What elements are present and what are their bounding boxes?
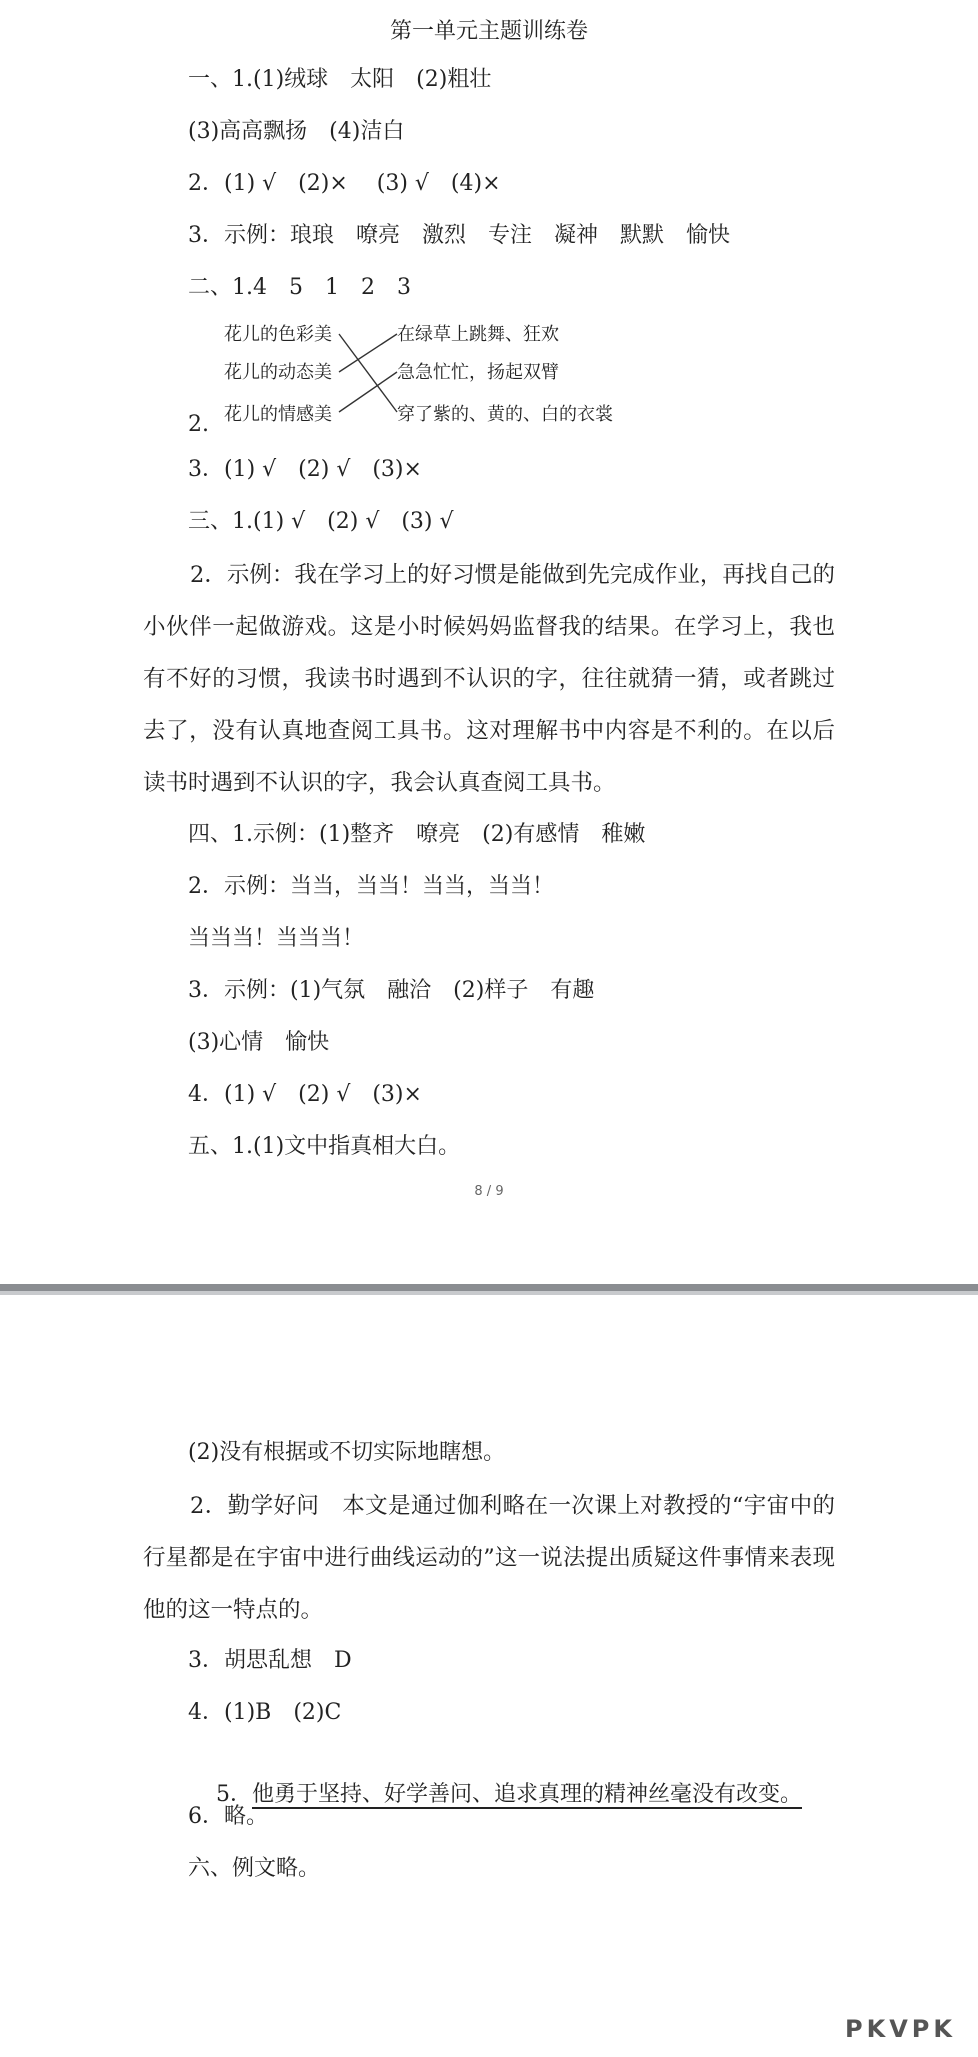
answer-line: 六、例文略。 (188, 1856, 321, 1881)
question-label: 2. (188, 412, 209, 437)
answer-line: 一、1.(1)绒球 太阳 (2)粗壮 (188, 67, 492, 92)
answer-line: 3．示例：琅琅 嘹亮 激烈 专注 凝神 默默 愉快 (188, 223, 730, 248)
matching-left-item: 花儿的动态美 (224, 362, 332, 383)
matching-right-item: 穿了紫的、黄的、白的衣裳 (397, 404, 613, 425)
answer-line: 3．示例：(1)气氛 融洽 (2)样子 有趣 (188, 978, 595, 1003)
question-label: 5． (215, 1782, 252, 1807)
answer-line: (3)高高飘扬 (4)洁白 (188, 119, 405, 144)
page-separator (0, 1284, 978, 1302)
matching-lines (224, 320, 654, 430)
watermark-logo: PKVPK (845, 2015, 956, 2043)
answer-line: 4．(1)B (2)C (188, 1700, 342, 1725)
answer-line (188, 1750, 802, 1840)
answer-line: 6．略。 (188, 1804, 268, 1829)
answer-line: 三、1.(1) √ (2) √ (3) √ (188, 509, 454, 534)
answer-line: 四、1.示例：(1)整齐 嘹亮 (2)有感情 稚嫩 (188, 822, 646, 847)
answer-line: (2)没有根据或不切实际地瞎想。 (188, 1440, 506, 1465)
answer-line: 当当当！当当当！ (188, 926, 365, 951)
answer-line: 五、1.(1)文中指真相大白。 (188, 1134, 461, 1159)
answer-line: 3．胡思乱想 D (188, 1648, 352, 1673)
matching-line (339, 334, 397, 412)
matching-diagram (224, 320, 654, 430)
matching-line (339, 372, 397, 412)
matching-right-item: 在绿草上跳舞、狂欢 (397, 324, 559, 345)
matching-left-item: 花儿的情感美 (224, 404, 332, 425)
matching-right-item: 急急忙忙，扬起双臂 (397, 362, 559, 383)
page-number: 8 / 9 (474, 1184, 504, 1199)
answer-line: 3．(1) √ (2) √ (3)× (188, 457, 422, 482)
matching-left-item: 花儿的色彩美 (224, 324, 332, 345)
answer-line: 4．(1) √ (2) √ (3)× (188, 1082, 422, 1107)
answer-line: 二、1.4 5 1 2 3 (188, 275, 411, 300)
underlined-answer: 他勇于坚持、好学善问、追求真理的精神丝毫没有改变。 (251, 1782, 802, 1807)
answer-line: 2．示例：当当，当当！当当，当当！ (188, 874, 554, 899)
answer-line: (3)心情 愉快 (188, 1030, 330, 1055)
answer-line: 2．(1) √ (2)× (3) √ (4)× (188, 171, 501, 196)
essay-paragraph: 2．勤学好问 本文是通过伽利略在一次课上对教授的“宇宙中的行星都是在宇宙中进行曲线运动的”这一说法提出质疑这件事情来表现他的这一特点的。 (143, 1493, 835, 1623)
essay-paragraph: 2．示例：我在学习上的好习惯是能做到先完成作业，再找自己的小伙伴一起做游戏。这是小时候妈妈监督我的结果。在学习上，我也有不好的习惯，我读书时遇到不认识的字，往往就猜一猜，或者跳过去了，没有认真地查阅工具书。这对理解书中内容是不利的。在以后读书时遇到不认识的字，我会认真查阅工具书。 (143, 562, 835, 796)
page-title: 第一单元主题训练卷 (389, 19, 588, 44)
matching-line (339, 334, 397, 372)
document-page-2 (0, 1302, 978, 2057)
